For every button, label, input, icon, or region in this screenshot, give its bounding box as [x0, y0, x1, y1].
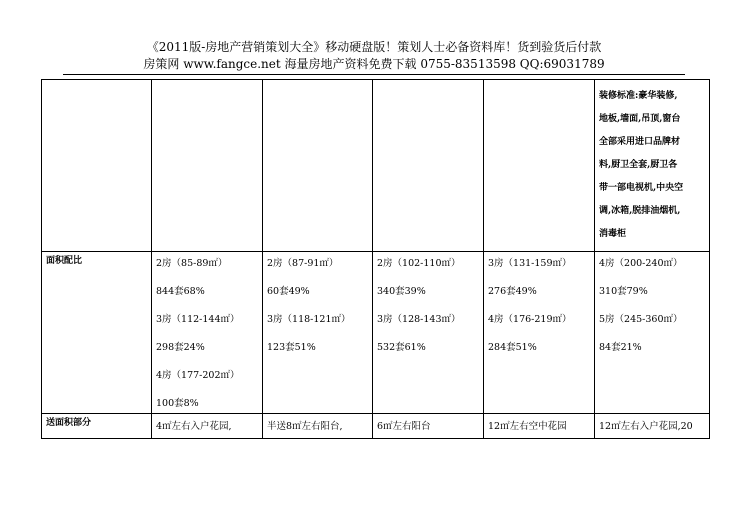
- gift-area-text: 12㎡左右空中花园: [488, 421, 567, 432]
- decoration-note: 消毒柜: [599, 229, 627, 239]
- unit-type: 2房（102-110㎡）: [377, 258, 461, 269]
- area-ratio-cell: [152, 252, 263, 414]
- decoration-cell: [263, 80, 373, 252]
- unit-type: 3房（118-121㎡）: [267, 314, 351, 325]
- area-ratio-cell: [595, 252, 710, 414]
- gift-area-cell: [484, 414, 595, 439]
- unit-count: 532套61%: [377, 342, 426, 353]
- gift-area-label: 送面积部分: [46, 418, 92, 428]
- unit-count: 340套39%: [377, 286, 426, 297]
- unit-type: 3房（128-143㎡）: [377, 314, 461, 325]
- unit-type: 2房（85-89㎡）: [156, 258, 228, 269]
- decoration-notes-cell: [595, 80, 710, 252]
- unit-count: 284套51%: [488, 342, 537, 353]
- unit-type: 3房（112-144㎡）: [156, 314, 240, 325]
- gift-area-text: 半送8㎡左右阳台,: [267, 421, 343, 432]
- decoration-row: [42, 80, 710, 252]
- unit-type: 4房（176-219㎡）: [488, 314, 572, 325]
- decoration-cell: [152, 80, 263, 252]
- area-ratio-label: 面积配比: [46, 256, 83, 266]
- gift-area-label-cell: [42, 414, 152, 439]
- decoration-label-cell: [42, 80, 152, 252]
- unit-count: 123套51%: [267, 342, 316, 353]
- header-divider: [63, 74, 685, 75]
- unit-count: 276套49%: [488, 286, 537, 297]
- header-contact: 房策网 www.fangce.net 海量房地产资料免费下载 0755-83513598 QQ:69031789: [143, 57, 605, 71]
- unit-count: 100套8%: [156, 398, 199, 409]
- unit-type: 4房（200-240㎡）: [599, 258, 683, 269]
- unit-type: 4房（177-202㎡）: [156, 370, 240, 381]
- decoration-note: 料,厨卫全套,厨卫各: [599, 160, 678, 170]
- decoration-note: 地板,墙面,吊顶,窗台: [599, 114, 681, 124]
- gift-area-text: 12㎡左右入户花园,20: [599, 421, 693, 432]
- gift-area-cell: [263, 414, 373, 439]
- decoration-note: 全部采用进口品牌材: [599, 137, 681, 147]
- gift-area-cell: [373, 414, 484, 439]
- unit-count: 844套68%: [156, 286, 205, 297]
- header-title: 《2011版-房地产营销策划大全》移动硬盘版！策划人士必备资料库！货到验货后付款: [146, 40, 602, 54]
- project-table: [41, 79, 710, 439]
- unit-type: 5房（245-360㎡）: [599, 314, 683, 325]
- decoration-note: 装修标准:豪华装修,: [599, 91, 678, 101]
- decoration-cell: [484, 80, 595, 252]
- gift-area-text: 6㎡左右阳台: [377, 421, 431, 432]
- decoration-cell: [373, 80, 484, 252]
- unit-count: 310套79%: [599, 286, 648, 297]
- unit-count: 298套24%: [156, 342, 205, 353]
- unit-type: 2房（87-91㎡）: [267, 258, 339, 269]
- gift-area-cell: [595, 414, 710, 439]
- area-ratio-row: [42, 252, 710, 414]
- area-ratio-cell: [373, 252, 484, 414]
- gift-area-text: 4㎡左右入户花园,: [156, 421, 232, 432]
- area-ratio-cell: [484, 252, 595, 414]
- area-ratio-label-cell: [42, 252, 152, 414]
- unit-count: 84套21%: [599, 342, 642, 353]
- gift-area-cell: [152, 414, 263, 439]
- unit-type: 3房（131-159㎡）: [488, 258, 572, 269]
- gift-area-row: [42, 414, 710, 439]
- decoration-note: 调,冰箱,脱排油烟机,: [599, 206, 681, 216]
- decoration-note: 带一部电视机,中央空: [599, 183, 684, 193]
- area-ratio-cell: [263, 252, 373, 414]
- unit-count: 60套49%: [267, 286, 310, 297]
